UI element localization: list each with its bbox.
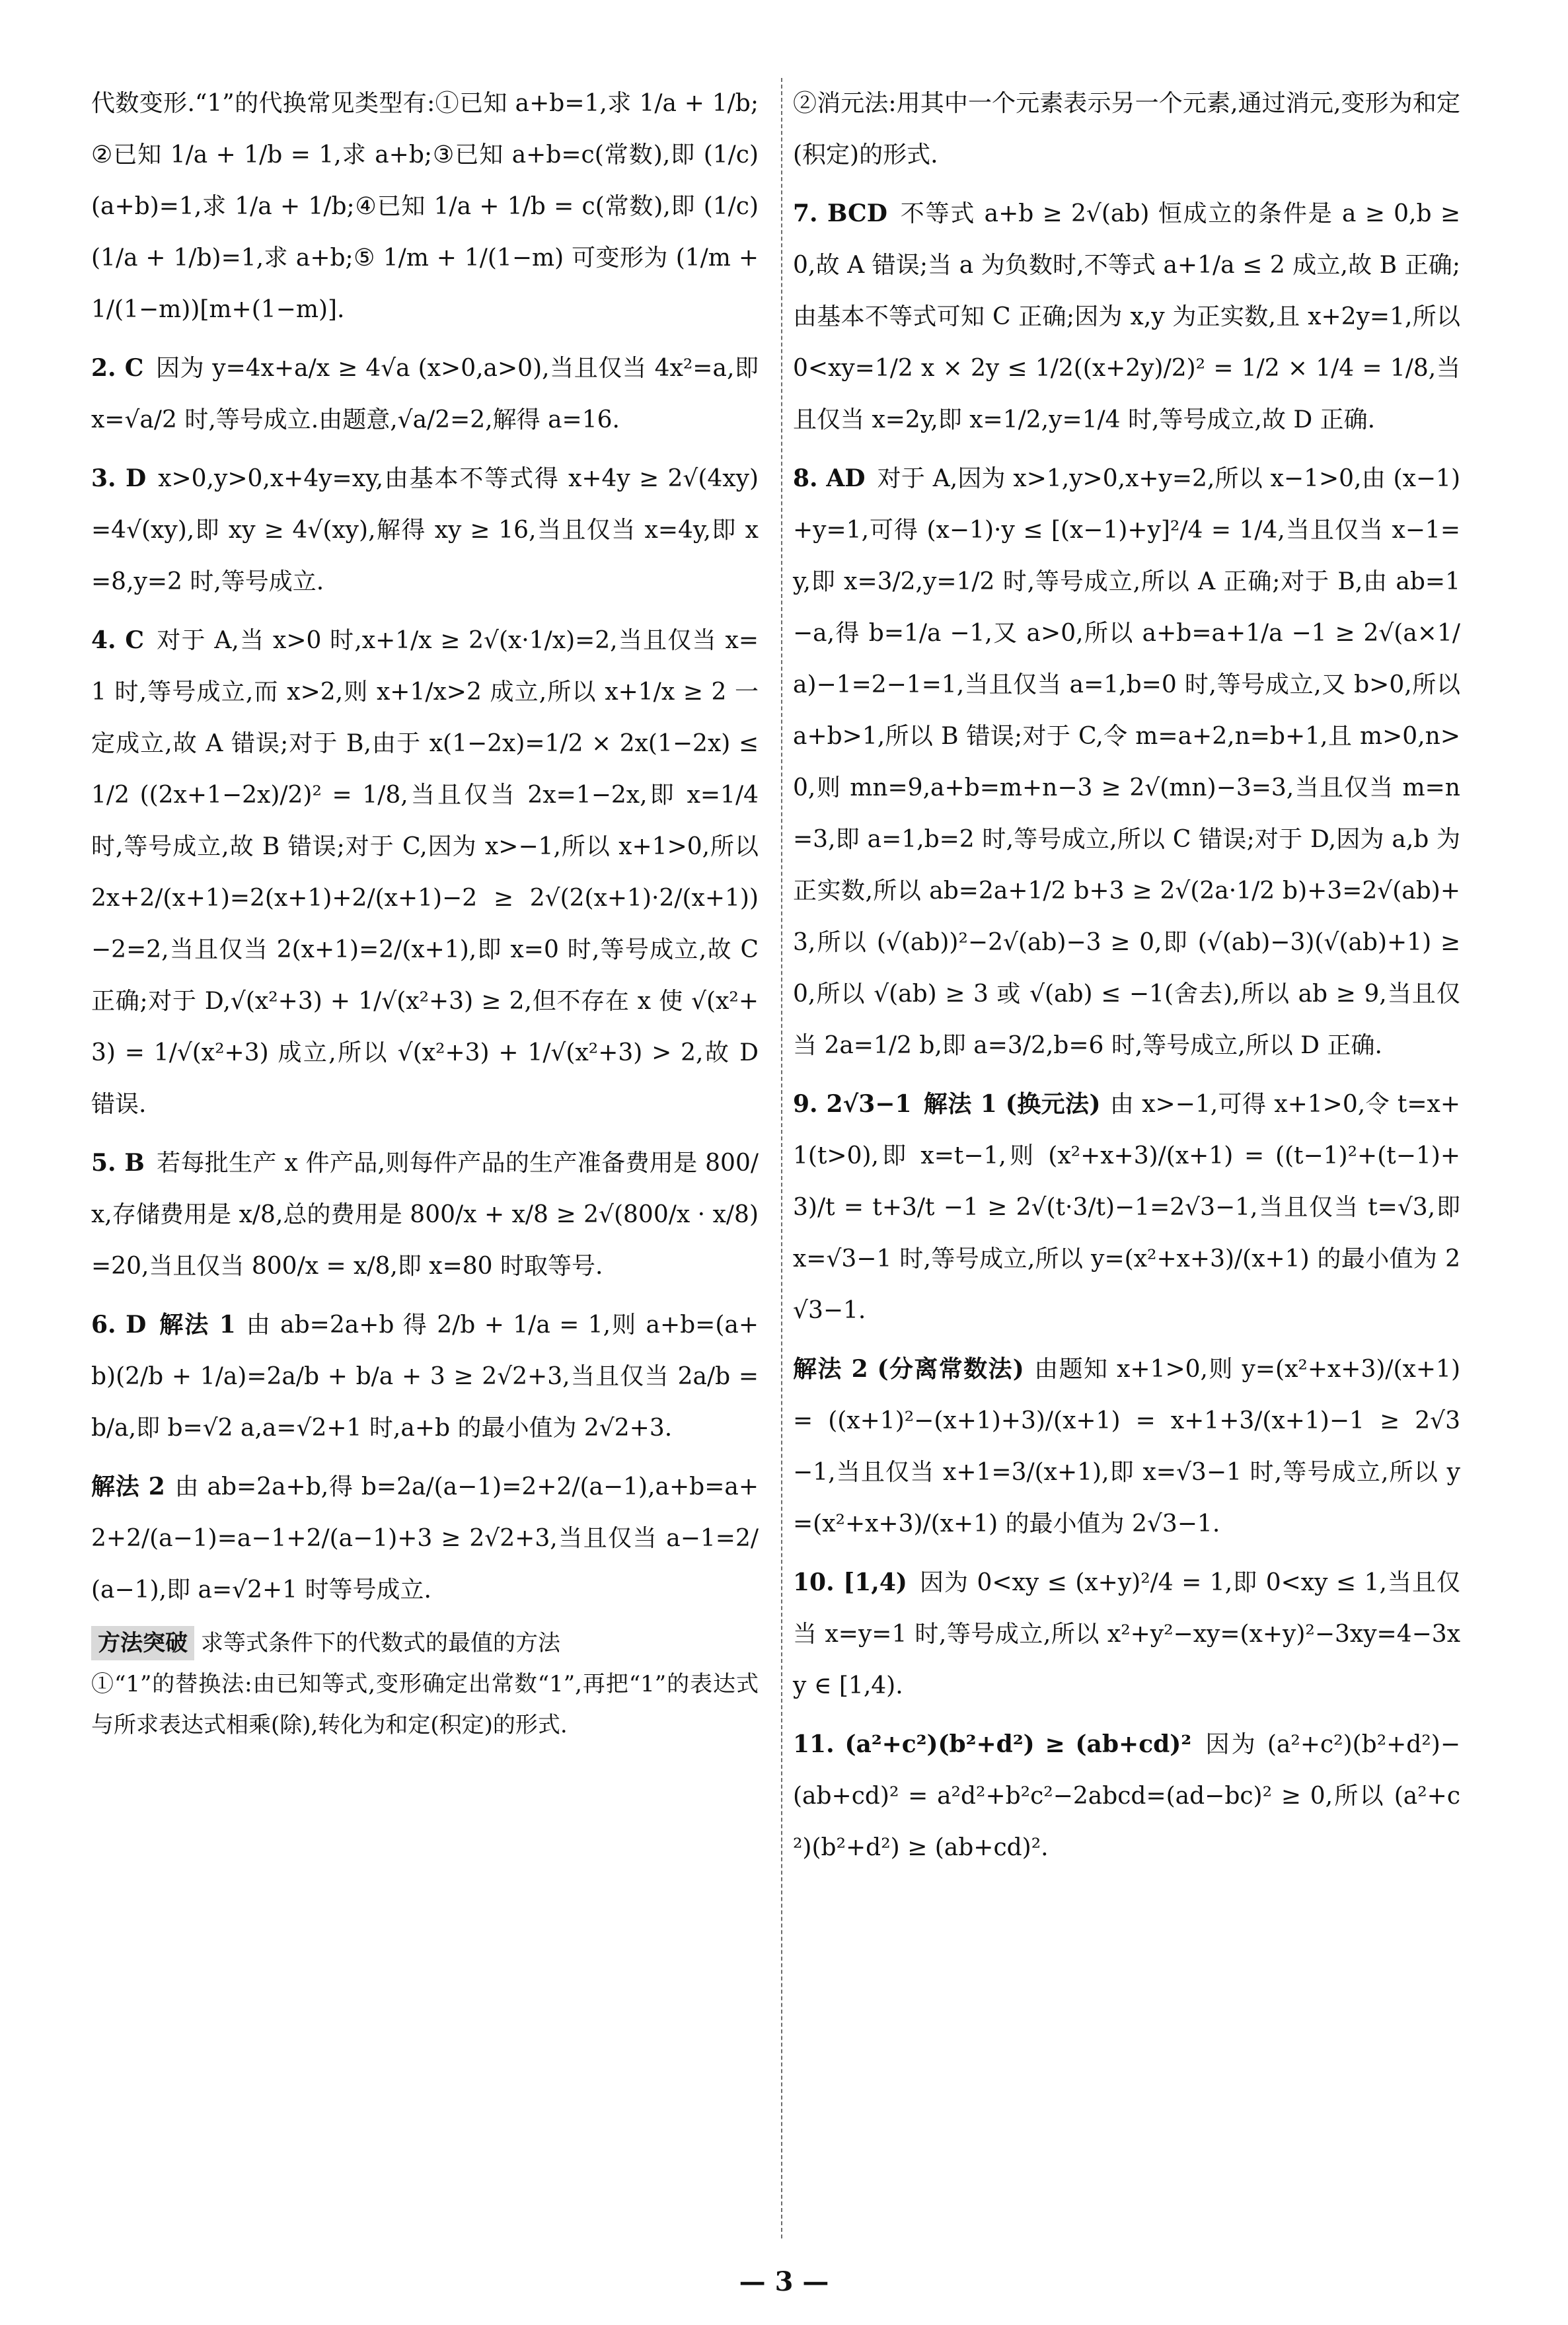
- answer-number: 4. C: [91, 626, 145, 654]
- paragraph-text: 不等式 a+b ≥ 2√(ab) 恒成立的条件是 a ≥ 0,b ≥ 0,故 A 错误;当 a 为负数时,不等式 a+1/a ≤ 2 成立,故 B 正确;由基本不等式可知 C 正确;因为 x,y 为正实数,且 x+2y=1,所以 0<xy=1/2 x × 2y ≤ 1/2((x+2y)/2)² = 1/2 × 1/4 = 1/8,当且仅当 x=2y,即 x=1/2,y=1/4 时,等号成立,故 D 正确.: [793, 200, 1460, 433]
- solution-paragraph: [91, 1299, 759, 1454]
- paragraph-text: 对于 A,因为 x>1,y>0,x+y=2,所以 x−1>0,由 (x−1)+y=1,可得 (x−1)·y ≤ [(x−1)+y]²/4 = 1/4,当且仅当 x−1=y,即 x=3/2,y=1/2 时,等号成立,所以 A 正确;对于 B,由 ab=1−a,得 b=1/a −1,又 a>0,所以 a+b=a+1/a −1 ≥ 2√(a×1/a)−1=2−1=1,当且仅当 a=1,b=0 时,等号成立,又 b>0,所以 a+b>1,所以 B 错误;对于 C,令 m=a+2,n=b+1,且 m>0,n>0,则 mn=9,a+b=m+n−3 ≥ 2√(mn)−3=3,当且仅当 m=n=3,即 a=1,b=2 时,等号成立,所以 C 错误;对于 D,因为 a,b 为正实数,所以 ab=2a+1/2 b+3 ≥ 2√(2a·1/2 b)+3=2√(ab)+3,所以 (√(ab))²−2√(ab)−3 ≥ 0,即 (√(ab)−3)(√(ab)+1) ≥ 0,所以 √(ab) ≥ 3 或 √(ab) ≤ −1(舍去),所以 ab ≥ 9,当且仅当 2a=1/2 b,即 a=3/2,b=6 时,等号成立,所以 D 正确.: [793, 465, 1460, 1059]
- paragraph-text: 因为 0<xy ≤ (x+y)²/4 = 1,即 0<xy ≤ 1,当且仅当 x=y=1 时,等号成立,所以 x²+y²−xy=(x+y)²−3xy=4−3xy ∈ [1,4).: [793, 1569, 1460, 1699]
- method-tag: 方法突破: [91, 1626, 194, 1660]
- left-column: [91, 78, 759, 1746]
- paragraph-text: 由 ab=2a+b,得 b=2a/(a−1)=2+2/(a−1),a+b=a+2+2/(a−1)=a−1+2/(a−1)+3 ≥ 2√2+3,当且仅当 a−1=2/(a−1),即 a=√2+1 时等号成立.: [91, 1473, 759, 1604]
- answer-number: 9. 2√3−1: [793, 1090, 912, 1118]
- paragraph-text: 代数变形.“1”的代换常见类型有:①已知 a+b=1,求 1/a + 1/b;②已知 1/a + 1/b = 1,求 a+b;③已知 a+b=c(常数),即 (1/c)(a+b)=1,求 1/a + 1/b;④已知 1/a + 1/b = c(常数),即 (1/c)(1/a + 1/b)=1,求 a+b;⑤ 1/m + 1/(1−m) 可变形为 (1/m + 1/(1−m))[m+(1−m)].: [91, 90, 759, 323]
- solution-paragraph: [91, 453, 759, 608]
- answer-number: 8. AD: [793, 464, 866, 492]
- solution-paragraph: [793, 453, 1460, 1072]
- answer-number: 5. B: [91, 1149, 145, 1177]
- paragraph-text: 因为 y=4x+a/x ≥ 4√a (x>0,a>0),当且仅当 4x²=a,即 x=√a/2 时,等号成立.由题意,√a/2=2,解得 a=16.: [91, 355, 759, 433]
- right-column: [793, 78, 1460, 1880]
- answer-number: 7. BCD: [793, 200, 887, 227]
- method-title: 求等式条件下的代数式的最值的方法: [201, 1630, 560, 1656]
- solution-paragraph: [91, 342, 759, 446]
- answer-number: 11. (a²+c²)(b²+d²) ≥ (ab+cd)²: [793, 1730, 1192, 1758]
- method-label: 解法 1: [158, 1311, 236, 1339]
- solution-paragraph: [91, 1137, 759, 1292]
- page-number: — 3 —: [739, 2266, 829, 2297]
- solution-paragraph: [793, 1078, 1460, 1337]
- method-box: [91, 1623, 759, 1664]
- method-label: 解法 2: [91, 1473, 165, 1500]
- method-label: 解法 2 (分离常数法): [793, 1355, 1024, 1383]
- paragraph-text: ①“1”的替换法:由已知等式,变形确定出常数“1”,再把“1”的表达式与所求表达式相乘(除),转化为和定(积定)的形式.: [91, 1671, 759, 1738]
- paragraph-text: 由 x>−1,可得 x+1>0,令 t=x+1(t>0),即 x=t−1,则 (x²+x+3)/(x+1) = ((t−1)²+(t−1)+3)/t = t+3/t −1 ≥ 2√(t·3/t)−1=2√3−1,当且仅当 t=√3,即 x=√3−1 时,等号成立,所以 y=(x²+x+3)/(x+1) 的最小值为 2√3−1.: [793, 1091, 1461, 1324]
- solution-paragraph: [793, 1343, 1460, 1550]
- solution-paragraph: [793, 1557, 1460, 1712]
- paragraph-text: ②消元法:用其中一个元素表示另一个元素,通过消元,变形为和定(积定)的形式.: [793, 90, 1460, 168]
- answer-number: 6. D: [91, 1311, 147, 1339]
- paragraph-text: 因为 (a²+c²)(b²+d²)−(ab+cd)² = a²d²+b²c²−2abcd=(ad−bc)² ≥ 0,所以 (a²+c²)(b²+d²) ≥ (ab+cd)².: [793, 1731, 1460, 1861]
- solution-paragraph: [793, 188, 1460, 446]
- answer-number: 10. [1,4): [793, 1568, 907, 1596]
- solution-paragraph: [91, 614, 759, 1130]
- paragraph-text: 由 ab=2a+b 得 2/b + 1/a = 1,则 a+b=(a+b)(2/b + 1/a)=2a/b + b/a + 3 ≥ 2√2+3,当且仅当 2a/b = b/a,即 b=√2 a,a=√2+1 时,a+b 的最小值为 2√2+3.: [91, 1311, 759, 1442]
- answer-number: 3. D: [91, 464, 147, 492]
- column-divider: [781, 78, 782, 2238]
- solution-paragraph: [793, 78, 1460, 181]
- solution-paragraph: [91, 78, 759, 336]
- solution-paragraph: [793, 1718, 1460, 1874]
- solution-paragraph: [91, 1461, 759, 1616]
- paragraph-text: 若每批生产 x 件产品,则每件产品的生产准备费用是 800/x,存储费用是 x/8,总的费用是 800/x + x/8 ≥ 2√(800/x · x/8)=20,当且仅当 800/x = x/8,即 x=80 时取等号.: [91, 1150, 759, 1280]
- method-label: 解法 1 (换元法): [923, 1090, 1101, 1118]
- paragraph-text: 对于 A,当 x>0 时,x+1/x ≥ 2√(x·1/x)=2,当且仅当 x=1 时,等号成立,而 x>2,则 x+1/x>2 成立,所以 x+1/x ≥ 2 一定成立,故 A 错误;对于 B,由于 x(1−2x)=1/2 × 2x(1−2x) ≤ 1/2 ((2x+1−2x)/2)² = 1/8,当且仅当 2x=1−2x,即 x=1/4 时,等号成立,故 B 错误;对于 C,因为 x>−1,所以 x+1>0,所以 2x+2/(x+1)=2(x+1)+2/(x+1)−2 ≥ 2√(2(x+1)·2/(x+1))−2=2,当且仅当 2(x+1)=2/(x+1),即 x=0 时,等号成立,故 C 正确;对于 D,√(x²+3) + 1/√(x²+3) ≥ 2,但不存在 x 使 √(x²+3) = 1/√(x²+3) 成立,所以 √(x²+3) + 1/√(x²+3) > 2,故 D 错误.: [91, 627, 759, 1118]
- answer-number: 2. C: [91, 354, 144, 382]
- paragraph-text: x>0,y>0,x+4y=xy,由基本不等式得 x+4y ≥ 2√(4xy)=4√(xy),即 xy ≥ 4√(xy),解得 xy ≥ 16,当且仅当 x=4y,即 x=8,y=2 时,等号成立.: [91, 465, 759, 595]
- paragraph-text: 由题知 x+1>0,则 y=(x²+x+3)/(x+1) = ((x+1)²−(x+1)+3)/(x+1) = x+1+3/(x+1)−1 ≥ 2√3−1,当且仅当 x+1=3/(x+1),即 x=√3−1 时,等号成立,所以 y=(x²+x+3)/(x+1) 的最小值为 2√3−1.: [793, 1356, 1460, 1537]
- method-text: [91, 1664, 759, 1746]
